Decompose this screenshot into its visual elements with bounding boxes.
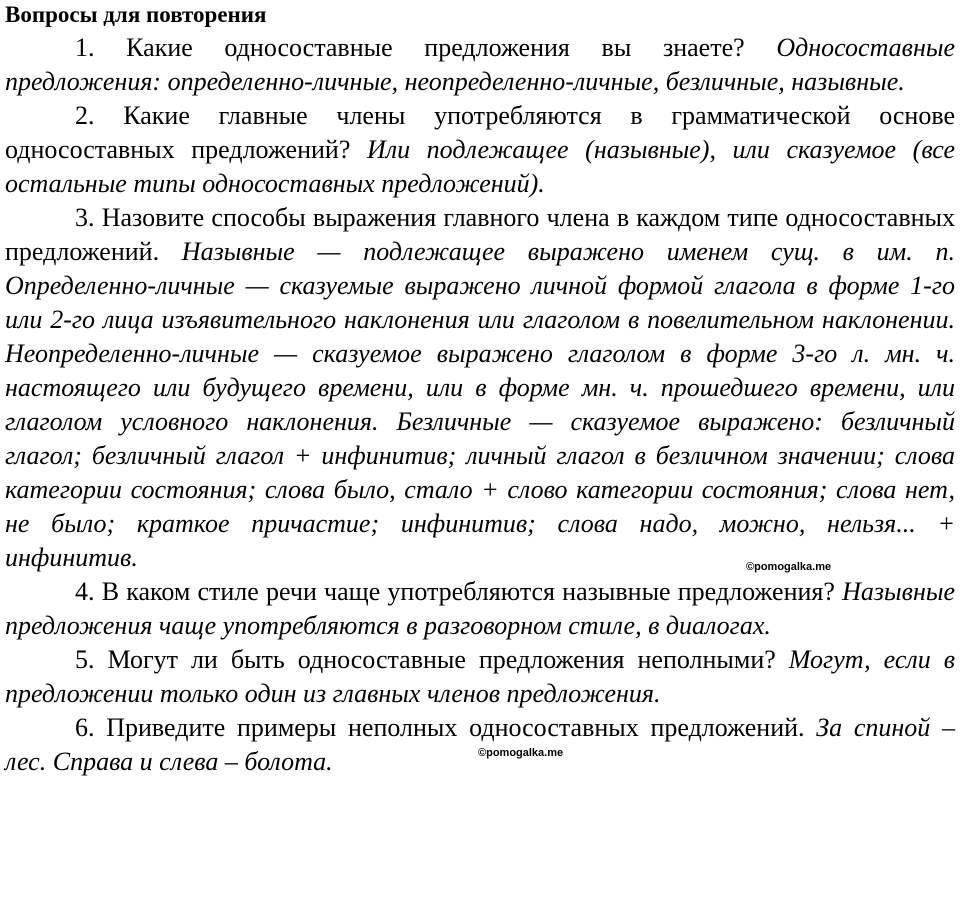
question-5 [5,643,955,711]
question-4-text: 4. В каком стиле речи чаще употребляются назывные предложения? [75,577,835,606]
question-2 [5,99,955,201]
section-heading: Вопросы для повторения [5,2,267,27]
question-6-text: 6. Приведите примеры неполных односоставных предложений. [75,713,805,742]
question-6 [5,711,955,779]
answer-2-text: Или подлежащее (назывные), или сказуемое (все остальные типы односоставных предложений). [5,135,956,198]
question-5-text: 5. Могут ли быть односоставные предложения неполными? [75,645,776,674]
answer-1-text: Односоставные предложения: определенно-личные, неопределенно-личные, безличные, назывные. [5,33,955,96]
answer-6-text: За спиной – лес. Справа и слева – болота. [5,713,955,776]
question-3 [5,201,955,575]
answer-5-text: Могут, если в предложении только один из главных членов предложения. [5,645,955,708]
question-4 [5,575,955,643]
document-page [5,0,955,779]
question-1 [5,31,955,99]
question-2-text: 2. Какие главные члены употребляются в грамматической основе односоставных предложений? [5,101,955,164]
answer-3-text: Назывные — подлежащее выражено именем сущ. в им. п. Определенно-личные — сказуемые выражено личной формой глагола в форме 1-го или 2-го лица изъявительного наклонения или глаголом в повелительном наклонении. Неопределенно-личные — сказуемое выражено глаголом в форме 3-го л. мн. ч. настоящего или будущего времени, или в форме мн. ч. прошедшего времени, или глаголом условного наклонения. Безличные — сказуемое выражено: безличный глагол; безличный глагол + инфинитив; личный глагол в безличном значении; слова категории состояния; слова было, стало + слово категории состояния; слова нет, не было; краткое причастие; инфинитив; слова надо, можно, нельзя... + инфинитив. [5,237,955,572]
watermark-1: ©pomogalka.me [746,561,832,573]
watermark-2: ©pomogalka.me [478,747,564,759]
answer-4-text: Назывные предложения чаще употребляются в разговорном стиле, в диалогах. [5,577,955,640]
question-3-text: 3. Назовите способы выражения главного члена в каждом типе односоставных предложений. [5,203,955,266]
question-1-text: 1. Какие односоставные предложения вы знаете? [75,33,745,62]
